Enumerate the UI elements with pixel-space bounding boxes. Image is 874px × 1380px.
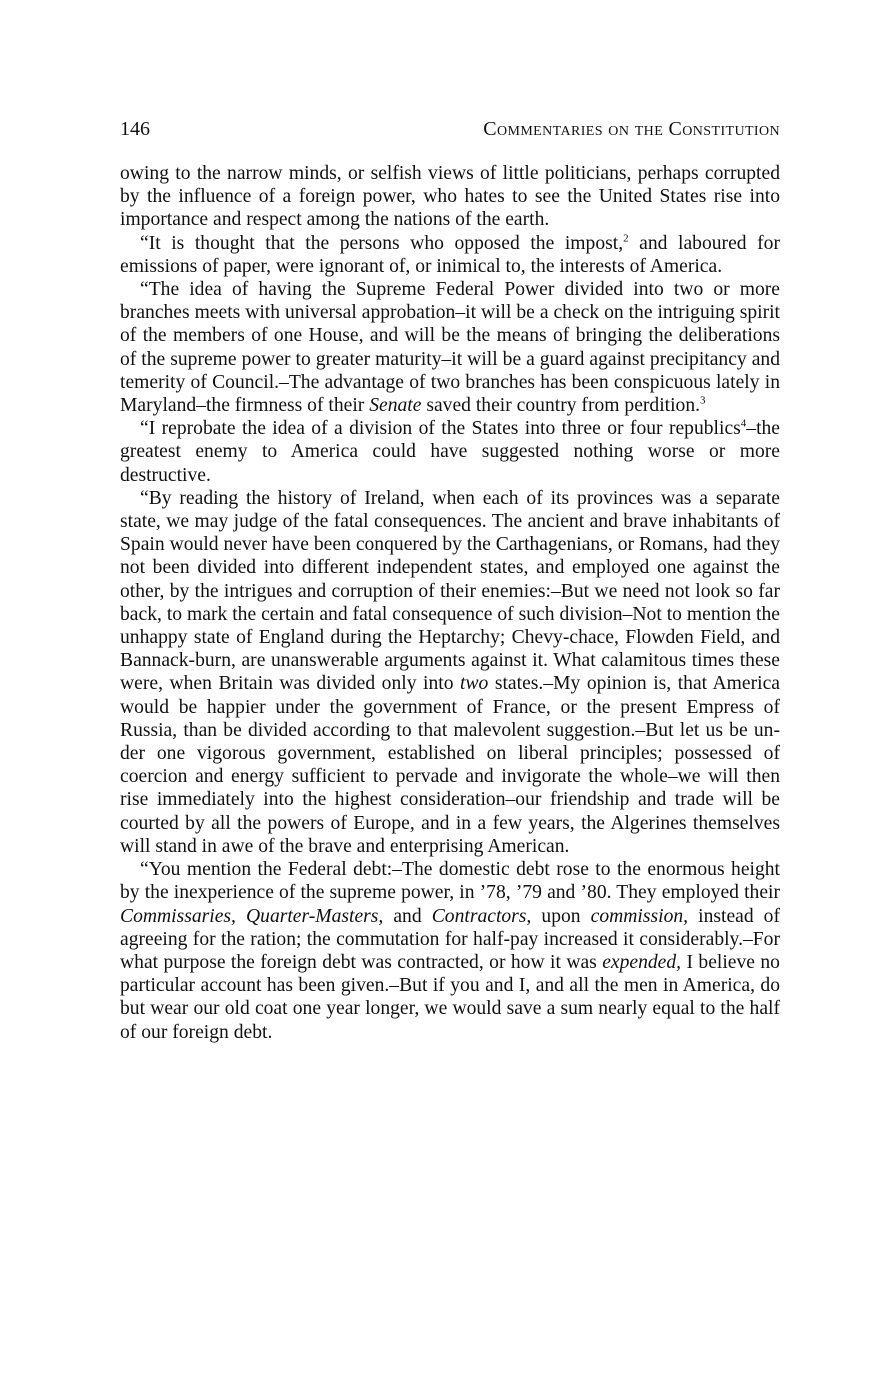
- paragraph-6: [120, 858, 780, 1044]
- running-title: Commentaries on the Constitution: [483, 118, 780, 140]
- running-head: [120, 118, 780, 152]
- text-segment: states.–My opinion is, that America would be happier under the government of France, or the present Empress of Russia, than be divided according to that malevolent suggestion.–But let us be under one vigorous government, established on liberal principles; possessed of coercion and energy sufficient to pervade and invigorate the whole–we will then rise immediately into the highest consideration–our friendship and trade will be courted by all the powers of Europe, and in a few years, the Algerines themselves will stand in awe of the brave and enterprising American.: [120, 673, 780, 857]
- text-segment: “The idea of having the Supreme Federal Power divided into two or more branches meets with universal approbation–it will be a check on the intriguing spirit of the members of one House, and will be the means of bringing the deliberations of the supreme power to greater maturity–it will be a guard against precipitancy and temerity of Council.–The advantage of two branches has been conspicuous lately in Maryland–the firmness of their: [120, 279, 780, 417]
- text-segment: owing to the narrow minds, or selfish views of little politicians, perhaps corrupted by the influence of a foreign power, who hates to see the United States rise into importance and respect among the nations of the earth.: [120, 163, 780, 231]
- paragraph-5: [120, 487, 780, 858]
- italic-segment: Commissaries, Quarter-Masters,: [120, 905, 384, 927]
- italic-segment: Senate: [369, 395, 422, 417]
- italic-segment: commission,: [590, 905, 689, 927]
- text-segment: “You mention the Federal debt:–The domestic debt rose to the enormous height by the inexperience of the supreme power, in ’78, ’79 and ’80. They employed their: [120, 859, 780, 904]
- footnote-marker: 4: [740, 417, 747, 430]
- book-page: [120, 118, 780, 1044]
- paragraph-1: [120, 162, 780, 232]
- text-segment: and laboured for emissions of paper, were ignorant of, or inimical to, the interests of America.: [120, 232, 780, 277]
- text-segment: “It is thought that the persons who opposed the impost,: [140, 232, 624, 254]
- paragraph-2: [120, 232, 780, 278]
- paragraph-3: [120, 278, 780, 417]
- footnote-marker: 2: [623, 232, 629, 245]
- text-segment: I believe no particular account has been given.–But if you and I, and all the men in America, do but wear our old coat one year longer, we would save a sum nearly equal to the half of our foreign debt.: [120, 951, 780, 1043]
- text-segment: instead of agreeing for the ration; the commutation for half-pay increased it considerably.–For what purpose the foreign debt was contracted, or how it was: [120, 905, 781, 973]
- text-segment: saved their country from perdition.: [421, 395, 701, 417]
- body-text: [120, 162, 780, 1044]
- italic-segment: Contractors,: [431, 905, 532, 927]
- paragraph-4: [120, 417, 780, 487]
- text-segment: “I reprobate the idea of a division of the States into three or four republics: [140, 418, 741, 440]
- text-segment: and: [383, 905, 432, 927]
- footnote-marker: 3: [700, 394, 706, 407]
- italic-segment: expended,: [602, 951, 682, 973]
- text-segment: “By reading the history of Ireland, when each of its provinces was a separate state, we may judge of the fatal consequences. The ancient and brave inhabitants of Spain would never have been conquered by the Carthagenians, or Romans, had they not been divided into different independent states, and employed one against the other, by the intrigues and corruption of their enemies:–But we need not look so far back, to mark the certain and fatal consequence of such division–Not to mention the unhappy state of England during the Heptarchy; Chevy-chace, Flowden Field, and Bannack-burn, are unanswerable arguments against it. What calamitous times these were, when Britain was divided only into: [120, 487, 780, 695]
- page-number: 146: [120, 118, 150, 140]
- text-segment: –the greatest enemy to America could have suggested nothing worse or more destructive.: [120, 418, 780, 486]
- text-segment: upon: [531, 905, 591, 927]
- italic-segment: two: [460, 673, 489, 695]
